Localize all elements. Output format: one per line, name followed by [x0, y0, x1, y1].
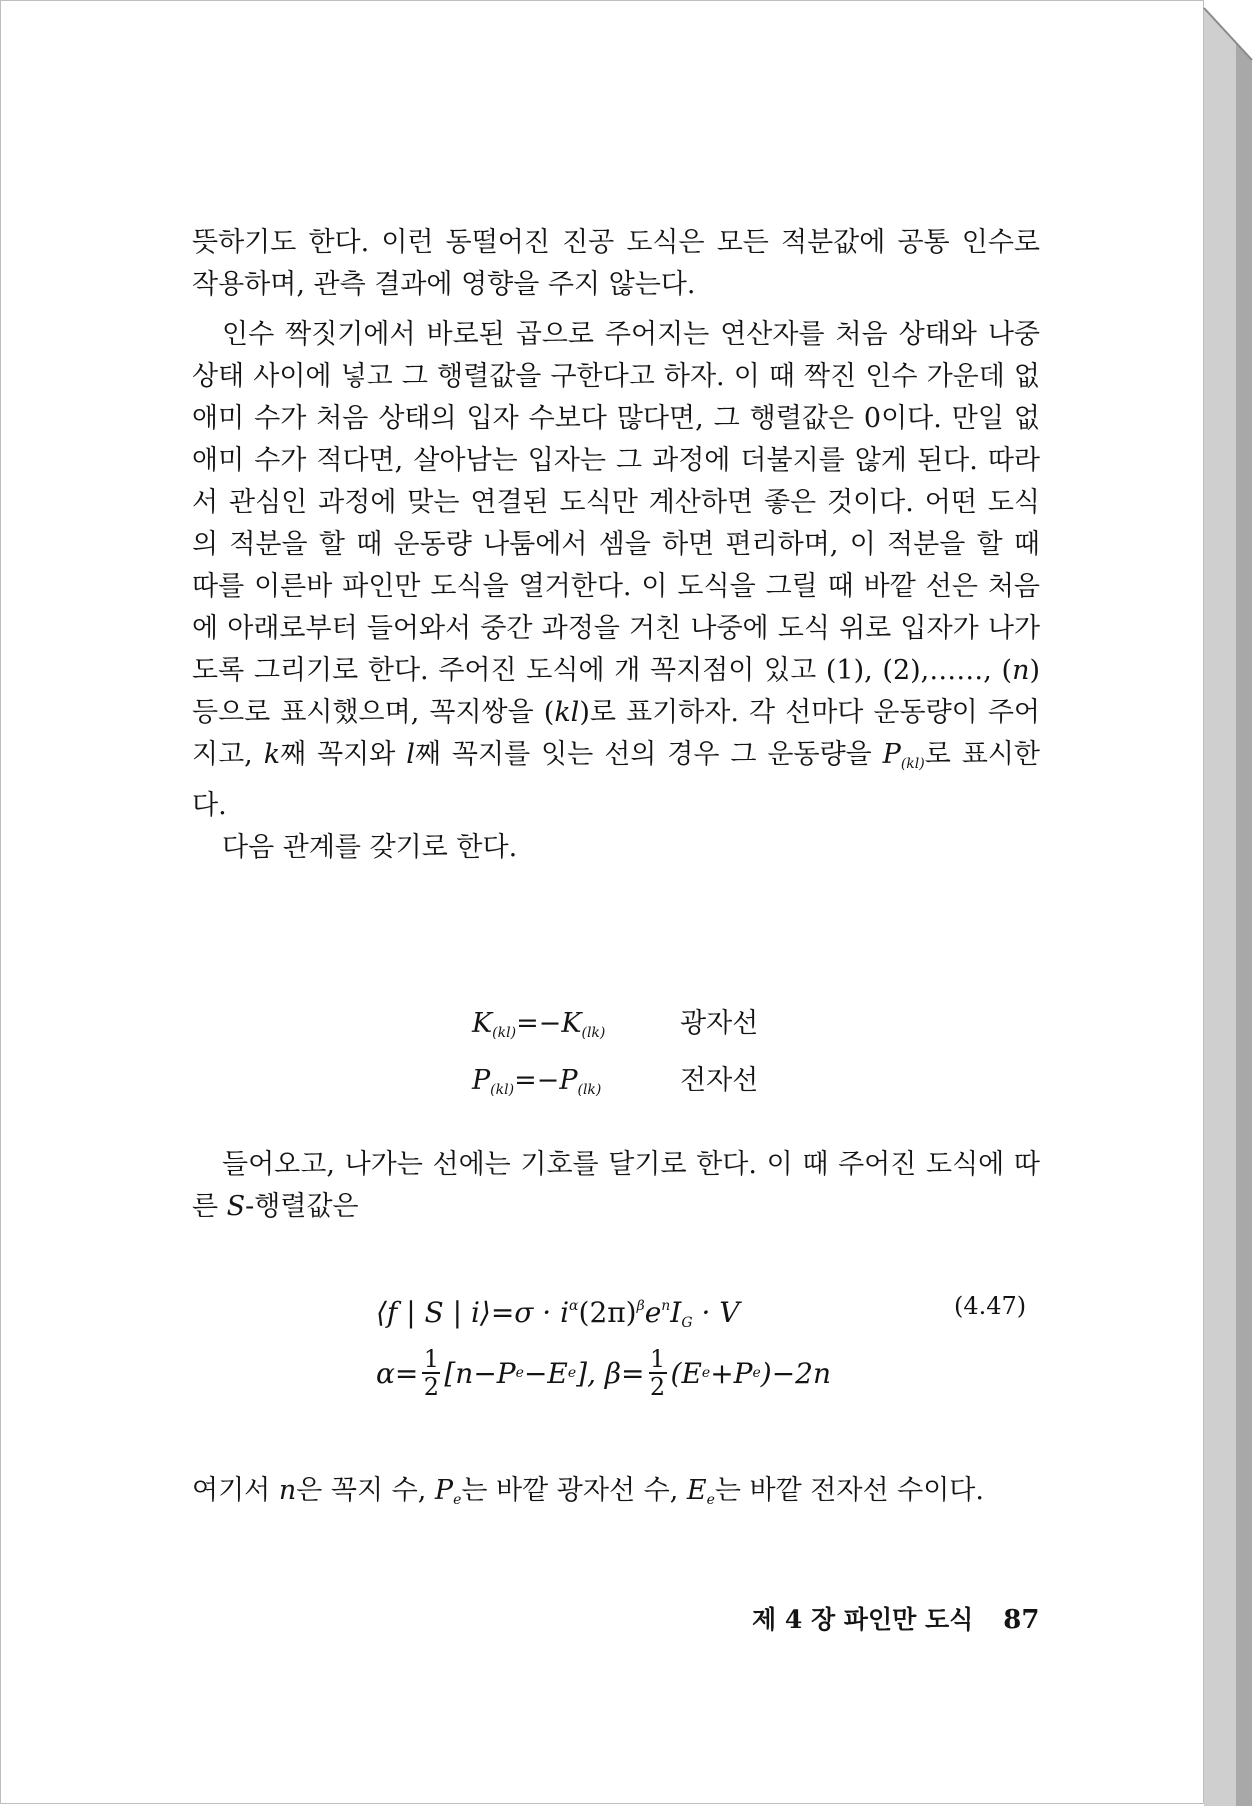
- paragraph-2: 인수 짝짓기에서 바로된 곱으로 주어지는 연산자를 처음 상태와 나중 상태 사이에 넣고 그 행렬값을 구한다고 하자. 이 때 짝진 인수 가운데 없애미 수가 처음 상태의 입자 수보다 많다면, 그 행렬값은 0이다. 만일 없애미 수가 적다면, 살아남는 입자는 그 과정에 더불지를 않게 된다. 따라서 관심인 과정에 맞는 연결된 도식만 계산하면 좋은 것이다. 어떤 도식의 적분을 할 때 운동량 나툼에서 셈을 하면 편리하며, 이 적분을 할 때 따를 이른바 파인만 도식을 열거한다. 이 도식을 그릴 때 바깥 선은 처음에 아래로부터 들어와서 중간 과정을 거친 나중에 도식 위로 입자가 나가도록 그리기로 한다. 주어진 도식에 개 꼭지점이 있고 (1), (2),……, (n) 등으로 표시했으며, 꼭지쌍을 (kl)로 표기하자. 각 선마다 운동량이 주어지고, k째 꼭지와 l째 꼭지를 잇는 선의 경우 그 운동량을 $P_{(kl)}$로 표시한다.: [192, 319, 1040, 821]
- page-number: 87: [1003, 1605, 1040, 1635]
- paragraph-1: 뜻하기도 한다. 이런 동떨어진 진공 도식은 모든 적분값에 공통 인수로 작용하며, 관측 결과에 영향을 주지 않는다.: [192, 227, 1040, 300]
- relation-equations: [472, 1000, 758, 1114]
- fraction-half: $\frac{1}{2}$: [423, 1345, 440, 1401]
- body-text: [192, 222, 1040, 869]
- fraction-half: $\frac{1}{2}$: [649, 1345, 666, 1401]
- equation-number: (4.47): [954, 1292, 1027, 1320]
- chapter-title: 제 4 장 파인만 도식: [752, 1605, 974, 1634]
- closing-paragraph: 여기서 n은 꼭지 수, $P_e$는 바깥 광자선 수, $E_e$는 바깥 전자선 수이다.: [192, 1475, 984, 1508]
- equation-4-47: ⟨f | S | i⟩=σ · $i^\alpha(2\pi)^\beta e^nI_G \cdot V$: [376, 1296, 740, 1331]
- relation-photon: $K_{(kl)}=-K_{(lk)}$ 광자선: [472, 1008, 759, 1041]
- paragraph-3: 다음 관계를 갖기로 한다.: [222, 832, 518, 863]
- equation-alpha-beta: α= $\frac{1}{2}$ [n−P e −E e ], β= $\frac{1}{2}$ (E e +P e )−2n: [376, 1345, 832, 1401]
- relation-electron: $P_{(kl)}=-P_{(lk)}$ 전자선: [472, 1065, 759, 1098]
- page-footer: [752, 1600, 1039, 1636]
- paragraph-4: 들어오고, 나가는 선에는 기호를 달기로 한다. 이 때 주어진 도식에 따른 S-행렬값은: [192, 1149, 1040, 1222]
